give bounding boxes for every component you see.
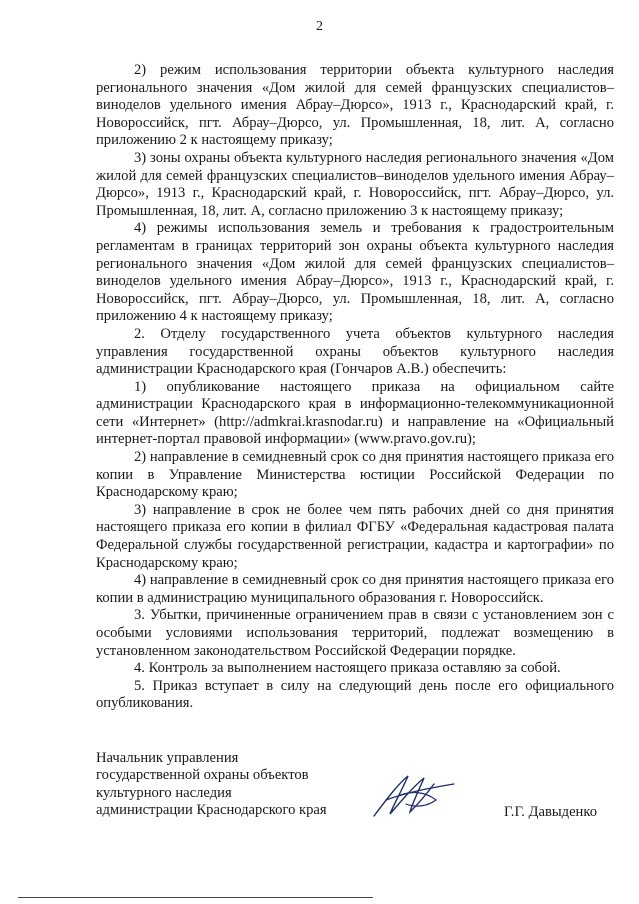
- paragraph-item-2: 2) режим использования территории объекта культурного наследия регионального значения «Дом жилой для семей французских специалистов–виноделов удельного имения Абрау–Дюрсо», 1913 г., Краснодарский край, г. Новороссийск, пгт. Абрау–Дюрсо, ул. Промышленная, 18, лит. А, согласно приложению 2 к настоящему приказу;: [96, 62, 614, 149]
- signatory-position: [96, 750, 356, 820]
- paragraph-section-4: 4. Контроль за выполнением настоящего приказа оставляю за собой.: [134, 660, 561, 677]
- position-line: государственной охраны объектов: [96, 767, 309, 784]
- signer-name: Г.Г. Давыденко: [504, 804, 598, 820]
- page-number: 2: [316, 19, 323, 34]
- paragraph-subitem-2: 2) направление в семидневный срок со дня принятия настоящего приказа его копии в Управление Министерства юстиции Российской Федерации по Краснодарскому краю;: [96, 449, 614, 501]
- footer-divider: [18, 897, 373, 898]
- paragraph-item-3: 3) зоны охраны объекта культурного наследия регионального значения «Дом жилой для семей французских специалистов–виноделов удельного имения Абрау–Дюрсо», 1913 г., Краснодарский край, г. Новороссийск, пгт. Абрау–Дюрсо, ул. Промышленная, 18, лит. А, согласно приложению 3 к настоящему приказу;: [96, 149, 614, 219]
- paragraph-subitem-1: 1) опубликование настоящего приказа на официальном сайте администрации Краснодарского края в информационно-телекоммуникационной сети «Интернет» (http://admkrai.krasnodar.ru) и направление на «Официальный интернет-портал правовой информации» (www.pravo.gov.ru);: [96, 378, 614, 448]
- position-line: администрации Краснодарского края: [96, 802, 327, 819]
- paragraph-subitem-4: 4) направление в семидневный срок со дня принятия настоящего приказа его копии в администрацию муниципального образования г. Новороссийск.: [96, 572, 614, 606]
- paragraph-section-5: 5. Приказ вступает в силу на следующий день после его официального опубликования.: [96, 677, 614, 712]
- paragraph-subitem-3: 3) направление в срок не более чем пять рабочих дней со дня принятия настоящего приказа его копии в филиал ФГБУ «Федеральная кадастровая палата Федеральной службы государственной регистрации, кадастра и картографии» по Краснодарскому краю;: [96, 501, 614, 571]
- document-body: [96, 62, 614, 713]
- position-line: культурного наследия: [96, 784, 232, 801]
- handwritten-signature: [368, 770, 458, 820]
- position-line: Начальник управления: [96, 750, 239, 766]
- paragraph-section-2: 2. Отделу государственного учета объектов культурного наследия управления государственной охраны объектов культурного наследия администрации Краснодарского края (Гончаров А.В.) обеспечить:: [96, 325, 614, 378]
- paragraph-item-4: 4) режимы использования земель и требования к градостроительным регламентам в границах территорий зон охраны объекта культурного наследия регионального значения «Дом жилой для семей французских специалистов–виноделов удельного имения Абрау–Дюрсо», 1913 г., Краснодарский край, г. Новороссийск, пгт. Абрау–Дюрсо, ул. Промышленная, 18, лит. А, согласно приложению 4 к настоящему приказу;: [96, 220, 614, 325]
- paragraph-section-3: 3. Убытки, причиненные ограничением прав в связи с установлением зон с особыми условиями использования территорий, подлежат возмещению в установленном законодательством Российской Федерации порядке.: [96, 607, 614, 659]
